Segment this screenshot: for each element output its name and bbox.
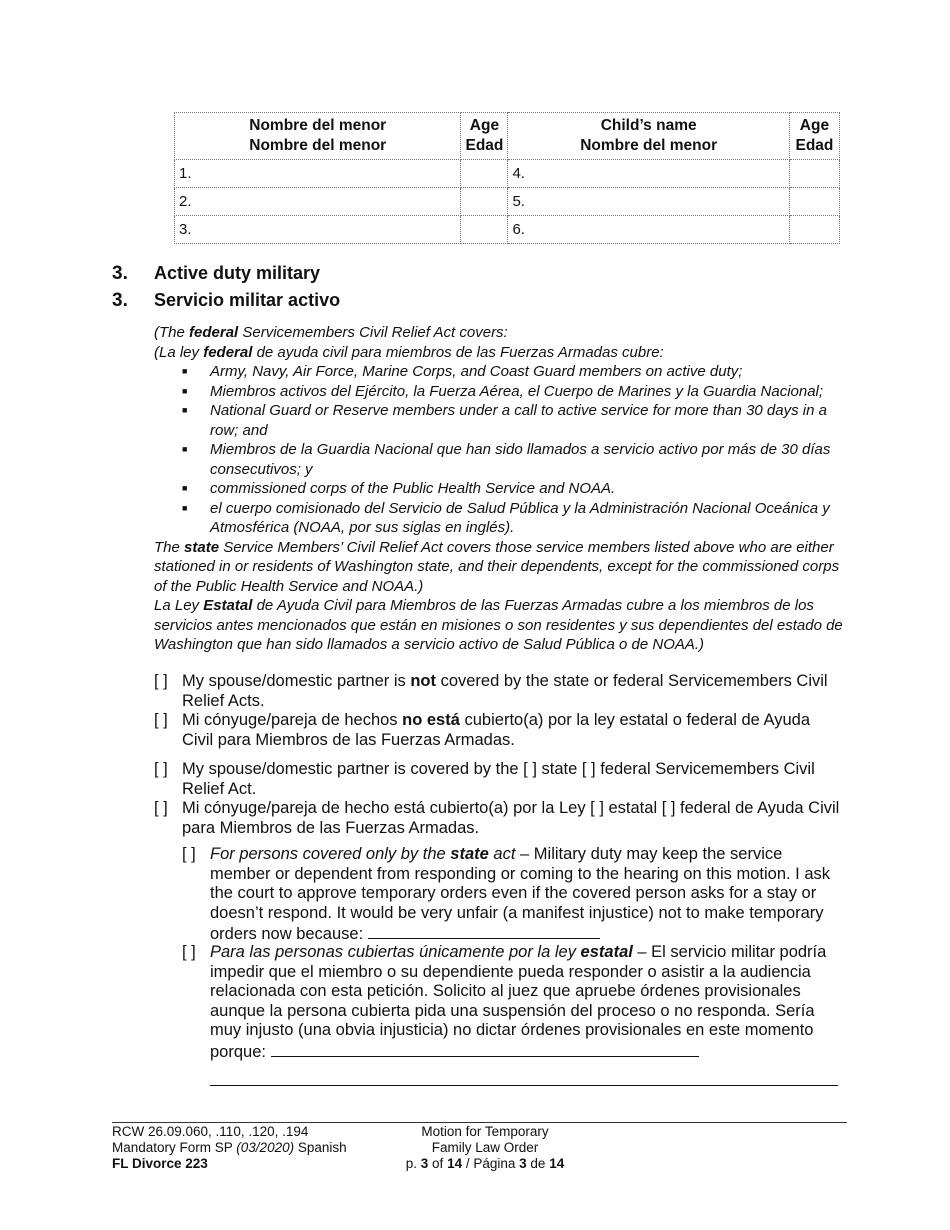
checkbox-state-only-es[interactable]: [ ] [182, 943, 196, 961]
header-child-name-1: Nombre del menor Nombre del menor [175, 113, 461, 160]
footer-divider [112, 1122, 847, 1123]
section-title-en: Active duty military [154, 263, 321, 283]
table-row [175, 160, 840, 188]
list-item: ■ National Guard or Reserve members under a call to active service for more than 30 days in a row; and [182, 402, 827, 439]
bullet-icon: ■ [182, 483, 188, 493]
bullet-icon: ■ [182, 385, 188, 396]
bullet-icon: ■ [182, 366, 188, 376]
footer-center [380, 1124, 590, 1172]
footer-form-id: FL Divorce 223 [112, 1156, 208, 1171]
checkbox-not-covered[interactable]: [ ] [154, 672, 168, 690]
child-age-cell[interactable] [789, 188, 839, 216]
option-covered-es: [ ] Mi cónyuge/pareja de hecho está cubierto(a) por la Ley [ ] estatal [ ] federal de Ayuda Civil para Miembros de las Fuerzas Armadas. [154, 799, 840, 837]
bullet-icon: ■ [182, 502, 188, 513]
table-header-row [175, 113, 840, 160]
list-item: ■ commissioned corps of the Public Health Service and NOAA. [182, 480, 616, 497]
checkbox-covered-es[interactable]: [ ] [154, 799, 168, 817]
option-not-covered-es: [ ] Mi cónyuge/pareja de hechos no está cubierto(a) por la ley estatal o federal de Ayuda Civil para Miembros de las Fuerzas Armadas. [154, 711, 810, 749]
state-act-en: The state Service Members’ Civil Relief Act covers those service members listed above who are either stationed in or residents of Washington state, and their dependents, except for the commissioned corps of the Public Health Service and NOAA.) [154, 538, 840, 595]
state-act-es: La Ley Estatal de Ayuda Civil para Miembros de las Fuerzas Armadas cubre a los miembros de los servicios antes mencionados que están en misiones o son residentes y sus dependientes del estado de Washington que han sido llamados a servicio activo de Salud Pública o de NOAA.) [154, 597, 843, 653]
federal-intro-en: (The federal Servicemembers Civil Relief Act covers: [154, 324, 508, 341]
header-child-name-2: Child’s name Nombre del menor [508, 113, 789, 160]
option-state-only-es: [ ] Para las personas cubiertas únicamente por la ley estatal – El servicio militar podría impedir que el miembro o su dependiente pueda responder o asistir a la audiencia relacionada con esta petición. Solicito al juez que apruebe órdenes provisionales aunque la persona cubierta pida una suspensión del proceso o no responda. Sería muy injusto (una obvia injusticia) no dictar órdenes provisionales en este momento porque: [182, 943, 827, 1061]
reason-input-es[interactable] [271, 1041, 699, 1057]
child-age-cell[interactable] [789, 216, 839, 244]
option-state-only-en: [ ] For persons covered only by the state act – Military duty may keep the service member or dependent from responding or coming to the hearing on this motion. I ask the court to approve temporary orders even if the covered person asks for a stay or doesn’t respond. It would be very unfair (a manifest injustice) not to make temporary orders now because: [182, 845, 831, 943]
child-name-cell[interactable]: 3. [175, 216, 461, 244]
section-number: 3. [112, 263, 128, 284]
federal-intro-es: (La ley federal de ayuda civil para miembros de las Fuerzas Armadas cubre: [154, 343, 664, 361]
bullet-icon: ■ [182, 405, 188, 415]
children-table [174, 112, 840, 244]
option-covered-en: [ ] My spouse/domestic partner is covered by the [ ] state [ ] federal Servicemembers Civil Relief Act. [154, 760, 815, 798]
list-item: ■ el cuerpo comisionado del Servicio de Salud Pública y la Administración Nacional Oceánica y Atmosférica (NOAA, por sus siglas en inglés). [182, 499, 830, 536]
child-age-cell[interactable] [461, 188, 508, 216]
child-name-cell[interactable]: 4. [508, 160, 789, 188]
list-item: ■ Miembros de la Guardia Nacional que han sido llamados a servicio activo por más de 30 días consecutivos; y [182, 441, 831, 478]
footer-title-2: Family Law Order [431, 1140, 539, 1155]
checkbox-state-only[interactable]: [ ] [182, 845, 196, 863]
footer-page-number: p. 3 of 14 / Página 3 de 14 [405, 1156, 565, 1171]
child-name-cell[interactable]: 5. [508, 188, 789, 216]
option-not-covered-en: [ ] My spouse/domestic partner is not covered by the state or federal Servicemembers Civil Relief Acts. [154, 672, 828, 710]
child-age-cell[interactable] [461, 216, 508, 244]
section-title-es: Servicio militar activo [154, 290, 341, 310]
federal-act-intro [154, 323, 844, 655]
child-name-cell[interactable]: 6. [508, 216, 789, 244]
table-row [175, 188, 840, 216]
child-age-cell[interactable] [789, 160, 839, 188]
list-item: ■ Army, Navy, Air Force, Marine Corps, and Coast Guard members on active duty; [182, 363, 743, 380]
footer-form: Mandatory Form SP (03/2020) Spanish [112, 1140, 347, 1155]
header-age-1: Age Edad [461, 113, 508, 160]
child-name-cell[interactable]: 2. [175, 188, 461, 216]
bullet-icon: ■ [182, 444, 188, 454]
footer-rcw: RCW 26.09.060, .110, .120, .194 [112, 1124, 309, 1139]
footer-title-1: Motion for Temporary [421, 1124, 549, 1139]
checkbox-covered[interactable]: [ ] [154, 760, 168, 778]
header-age-2: Age Edad [789, 113, 839, 160]
list-item: ■ Miembros activos del Ejército, la Fuerza Aérea, el Cuerpo de Marines y la Guardia Nacional; [182, 382, 824, 400]
section-heading-en [112, 263, 320, 285]
reason-input-line[interactable] [210, 1085, 838, 1086]
section-number: 3. [112, 290, 128, 311]
child-age-cell[interactable] [461, 160, 508, 188]
section-heading-es [112, 290, 340, 312]
child-name-cell[interactable]: 1. [175, 160, 461, 188]
reason-input-en[interactable] [368, 923, 600, 939]
checkbox-not-covered-es[interactable]: [ ] [154, 711, 168, 729]
table-row [175, 216, 840, 244]
covered-members-list [154, 362, 844, 538]
footer-left [112, 1124, 347, 1172]
